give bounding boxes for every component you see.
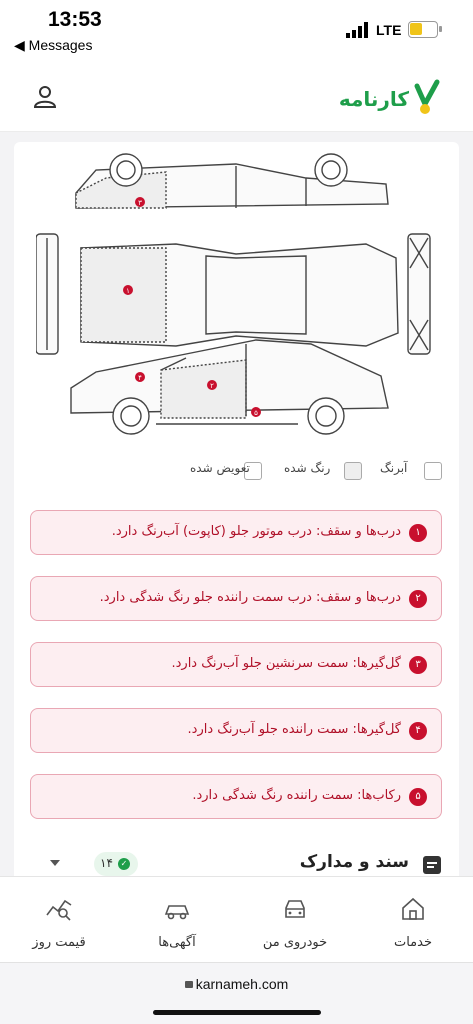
damage-marker-1[interactable]	[123, 285, 133, 295]
issue-text: گل‌گیرها: سمت سرنشین جلو آب‌رنگ دارد.	[171, 656, 401, 671]
nav-my-car-label: خودروی من	[262, 935, 328, 950]
svg-text:۱: ۱	[126, 287, 130, 295]
documents-title: سند و مدارک	[299, 852, 409, 872]
cellular-signal-icon	[346, 22, 370, 38]
issue-item[interactable]	[30, 576, 442, 621]
bottom-navigation	[0, 876, 473, 962]
back-to-messages[interactable]: ◀ Messages	[14, 37, 93, 53]
issue-text: درب‌ها و سقف: درب سمت راننده جلو رنگ شدگی دارد.	[99, 590, 401, 605]
issue-item[interactable]	[30, 774, 442, 819]
url-field[interactable]	[0, 976, 473, 992]
nav-ads[interactable]	[118, 877, 236, 963]
network-type: LTE	[376, 22, 402, 38]
home-icon	[399, 895, 427, 923]
price-chart-icon	[45, 895, 73, 923]
damage-marker-5[interactable]	[251, 407, 261, 417]
documents-section-header[interactable]	[14, 846, 459, 878]
damage-marker-2[interactable]	[207, 380, 217, 390]
home-indicator[interactable]	[153, 1010, 321, 1015]
user-icon[interactable]	[32, 84, 58, 110]
car-side-view-top	[76, 154, 388, 208]
issue-number: ۵	[409, 788, 427, 806]
svg-text:۳: ۳	[138, 199, 142, 207]
damage-marker-3[interactable]	[135, 197, 145, 207]
nav-services-label: خدمات	[393, 935, 433, 950]
inspection-card	[14, 142, 459, 882]
issue-number: ۴	[409, 722, 427, 740]
paint-legend	[14, 460, 459, 486]
documents-count-badge	[94, 852, 138, 876]
status-time: 13:53	[48, 8, 102, 31]
nav-daily-price-label: قیمت روز	[32, 935, 86, 950]
issue-number: ۲	[409, 590, 427, 608]
issue-item[interactable]	[30, 642, 442, 687]
svg-text:۴: ۴	[138, 374, 142, 382]
lock-icon	[185, 981, 193, 988]
app-header	[0, 64, 473, 132]
legend-no-paint-label: آبرنگ	[380, 461, 408, 475]
url-text: karnameh.com	[195, 976, 289, 992]
battery-icon	[408, 21, 438, 38]
issue-text: درب‌ها و سقف: درب موتور جلو (کاپوت) آب‌رنگ دارد.	[111, 524, 401, 539]
issue-text: گل‌گیرها: سمت راننده جلو آب‌رنگ دارد.	[187, 722, 401, 737]
car-top-view	[36, 234, 430, 354]
chevron-down-icon[interactable]	[50, 860, 60, 866]
nav-daily-price[interactable]	[0, 877, 118, 963]
issue-number: ۳	[409, 656, 427, 674]
my-car-icon	[281, 895, 309, 923]
karnameh-logo[interactable]	[313, 78, 443, 118]
issue-number: ۱	[409, 524, 427, 542]
damage-marker-4[interactable]	[135, 372, 145, 382]
documents-count: ۱۴	[100, 856, 113, 870]
nav-services[interactable]	[354, 877, 472, 963]
brand-name: کارنامه	[338, 87, 409, 111]
svg-text:۲: ۲	[210, 382, 214, 390]
issue-item[interactable]	[30, 708, 442, 753]
car-ads-icon	[163, 895, 191, 923]
nav-my-car[interactable]	[236, 877, 354, 963]
nav-ads-label: آگهی‌ها	[158, 935, 196, 950]
document-icon	[423, 856, 441, 874]
svg-text:۵: ۵	[254, 409, 258, 417]
legend-painted-swatch	[344, 462, 362, 480]
legend-replaced-label: تعویض شده	[190, 461, 250, 475]
issue-text: رکاب‌ها: سمت راننده رنگ شدگی دارد.	[192, 788, 401, 803]
car-damage-diagram	[36, 148, 436, 438]
legend-no-paint-swatch	[424, 462, 442, 480]
car-side-view-bottom	[71, 340, 388, 434]
legend-painted-label: رنگ شده	[284, 461, 331, 475]
browser-url-bar	[0, 962, 473, 1024]
issue-item[interactable]	[30, 510, 442, 555]
check-icon: ✓	[118, 858, 130, 870]
status-bar	[0, 0, 473, 64]
